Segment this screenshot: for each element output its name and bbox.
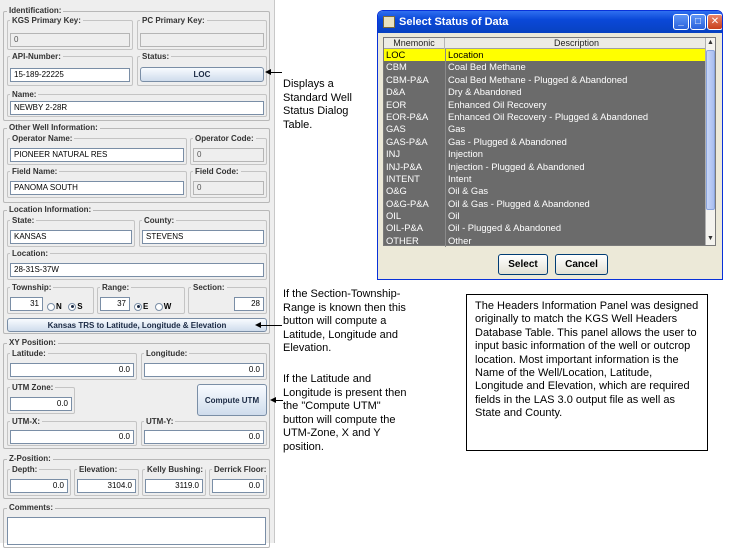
name-box (7, 90, 267, 117)
utm-y-box (141, 417, 267, 446)
longitude-label: Longitude: (146, 349, 188, 358)
row-mnemonic: INJ (386, 148, 401, 160)
operator-code-box (190, 134, 267, 165)
elevation-box (74, 465, 139, 496)
column-mnemonic[interactable]: Mnemonic (384, 38, 445, 49)
column-divider (445, 185, 446, 197)
row-description: Intent (448, 172, 472, 184)
latitude-input[interactable]: 0.0 (10, 363, 134, 377)
depth-box (7, 465, 71, 496)
select-button[interactable]: Select (498, 254, 548, 275)
location-info-group (3, 205, 270, 334)
identification-title: Identification: (9, 6, 62, 15)
derrick-floor-box (209, 465, 267, 496)
row-description: Injection - Plugged & Abandoned (448, 160, 585, 172)
headers-info-panel (0, 0, 275, 543)
range-west-radio[interactable] (155, 303, 163, 311)
table-row[interactable] (384, 61, 707, 73)
table-rows (384, 49, 707, 247)
column-divider (445, 161, 446, 173)
township-north-radio[interactable] (47, 303, 55, 311)
utm-zone-label: UTM Zone: (12, 383, 54, 392)
column-divider (445, 61, 446, 73)
minimize-icon[interactable]: _ (673, 14, 689, 30)
xy-position-group (3, 338, 270, 449)
range-west-label: W (163, 302, 172, 312)
county-label: County: (144, 216, 175, 225)
field-name-box (7, 167, 187, 198)
township-north-label: N (56, 302, 62, 312)
column-divider (445, 49, 446, 61)
township-direction (45, 298, 83, 316)
dialog-titlebar[interactable] (378, 11, 722, 33)
row-mnemonic: CBM-P&A (386, 73, 429, 85)
table-row[interactable] (384, 123, 707, 135)
row-mnemonic: OTHER (386, 234, 419, 246)
utm-y-label: UTM-Y: (146, 417, 174, 426)
township-south-label: S (77, 302, 83, 312)
range-east-radio[interactable] (134, 303, 142, 311)
township-south-radio[interactable] (68, 303, 76, 311)
row-description: Gas - Plugged & Abandoned (448, 135, 567, 147)
row-mnemonic: O&G-P&A (386, 197, 429, 209)
row-description: Enhanced Oil Recovery - Plugged & Abandoned (448, 110, 649, 122)
row-description: Injection (448, 148, 483, 160)
location-label: Location: (12, 249, 48, 258)
column-divider (445, 74, 446, 86)
longitude-input[interactable]: 0.0 (144, 363, 264, 377)
utm-x-box (7, 417, 137, 446)
column-divider (445, 235, 446, 247)
derrick-floor-label: Derrick Floor: (214, 465, 267, 474)
table-row[interactable] (384, 210, 707, 222)
utm-y-input[interactable]: 0.0 (144, 430, 264, 444)
elevation-input[interactable]: 3104.0 (77, 479, 136, 493)
field-name-label: Field Name: (12, 167, 58, 176)
row-mnemonic: EOR-P&A (386, 110, 429, 122)
utm-zone-input[interactable]: 0.0 (10, 397, 72, 411)
info-box: The Headers Information Panel was designed originally to match the KGS Well Headers Database Table. This panel allows the user to input basic information of the well or outcrop location. Most important information is the Name of the Well/Location, Latitude, Longitude and Elevation, which are required fields in the LAS 3.0 output file as well as State and County. (466, 294, 708, 451)
name-input[interactable]: NEWBY 2-28R (10, 101, 264, 115)
table-row[interactable] (384, 222, 707, 234)
row-description: Gas (448, 123, 466, 135)
column-divider (445, 148, 446, 160)
status-label: Status: (142, 52, 170, 61)
section-input[interactable]: 28 (234, 297, 264, 311)
column-divider (445, 210, 446, 222)
operator-name-label: Operator Name: (12, 134, 73, 143)
comments-title: Comments: (9, 503, 54, 512)
operator-code-label: Operator Code: (195, 134, 254, 143)
kgs-key-field: 0 (10, 33, 130, 47)
elevation-label: Elevation: (79, 465, 118, 474)
state-input[interactable]: KANSAS (10, 230, 132, 244)
kgs-key-label: KGS Primary Key: (12, 16, 81, 25)
api-label: API-Number: (12, 52, 61, 61)
operator-code-field: 0 (193, 148, 264, 162)
table-row[interactable] (384, 161, 707, 173)
app-icon (383, 16, 395, 28)
trs-note: If the Section-Township- Range is known then this button will compute a Latitude, Longitude and Elevation. (283, 288, 406, 354)
maximize-icon[interactable]: □ (690, 14, 706, 30)
trs-arrow-line (260, 325, 282, 326)
depth-input[interactable]: 0.0 (10, 479, 68, 493)
z-position-title: Z-Position: (9, 454, 51, 463)
township-box (7, 283, 94, 314)
api-box (7, 52, 133, 86)
range-input[interactable]: 37 (100, 297, 130, 311)
other-well-info-group (3, 123, 270, 203)
operator-name-input[interactable]: PIONEER NATURAL RES (10, 148, 184, 162)
row-mnemonic: INJ-P&A (386, 160, 422, 172)
row-mnemonic: GAS (386, 123, 406, 135)
row-description: Oil & Gas - Plugged & Abandoned (448, 197, 590, 209)
pc-key-box (137, 16, 267, 50)
latitude-box (7, 349, 137, 380)
trs-to-lat-long-button[interactable]: Kansas TRS to Latitude, Longitude & Elevation (7, 318, 267, 332)
row-description: Oil (448, 210, 460, 222)
column-divider (445, 111, 446, 123)
table-row[interactable] (384, 86, 707, 98)
column-divider (445, 222, 446, 234)
row-mnemonic: OIL-P&A (386, 222, 423, 234)
status-arrow-line (270, 72, 282, 73)
latitude-label: Latitude: (12, 349, 46, 358)
county-box (139, 216, 267, 247)
range-east-label: E (143, 302, 149, 312)
column-divider (445, 136, 446, 148)
comments-textarea[interactable] (7, 517, 266, 545)
row-mnemonic: GAS-P&A (386, 135, 428, 147)
other-well-info-title: Other Well Information: (9, 123, 98, 132)
table-row[interactable] (384, 99, 707, 111)
compute-utm-button[interactable]: Compute UTM (197, 384, 267, 416)
row-mnemonic: LOC (386, 49, 406, 60)
status-note: Displays a Standard Well Status Dialog Table. (283, 78, 352, 131)
county-input[interactable]: STEVENS (142, 230, 264, 244)
location-input[interactable]: 28-31S-37W (10, 263, 264, 277)
pc-key-label: PC Primary Key: (142, 16, 205, 25)
status-button[interactable]: LOC (140, 67, 264, 82)
status-box (137, 52, 267, 86)
field-code-box (190, 167, 267, 198)
select-status-dialog (377, 10, 723, 280)
section-label: Section: (193, 283, 225, 292)
township-label: Township: (12, 283, 52, 292)
table-row[interactable] (384, 136, 707, 148)
derrick-floor-input[interactable]: 0.0 (212, 479, 264, 493)
comments-group (3, 503, 270, 548)
column-divider (445, 198, 446, 210)
table-row[interactable] (384, 111, 707, 123)
table-row[interactable] (384, 148, 707, 160)
row-description: Enhanced Oil Recovery (448, 98, 547, 110)
row-description: Coal Bed Methane (448, 61, 526, 73)
status-table (383, 37, 716, 246)
field-code-field: 0 (193, 181, 264, 195)
row-description: Other (448, 234, 472, 246)
kelly-bushing-label: Kelly Bushing: (147, 465, 204, 474)
table-scrollbar[interactable] (705, 38, 715, 245)
township-input[interactable]: 31 (10, 297, 43, 311)
dialog-title: Select Status of Data (399, 16, 509, 28)
utm-x-input[interactable]: 0.0 (10, 430, 134, 444)
table-row[interactable] (384, 173, 707, 185)
range-label: Range: (102, 283, 130, 292)
column-divider (445, 123, 446, 135)
state-box (7, 216, 135, 247)
row-mnemonic: O&G (386, 185, 407, 197)
operator-name-box (7, 134, 187, 165)
range-box (97, 283, 185, 314)
utm-x-label: UTM-X: (12, 417, 40, 426)
pc-key-field (140, 33, 264, 47)
row-description: Oil - Plugged & Abandoned (448, 222, 562, 234)
scroll-down-icon[interactable]: ▼ (707, 235, 714, 242)
column-divider (445, 86, 446, 98)
kgs-key-box (7, 16, 133, 50)
location-box (7, 249, 267, 280)
cancel-button[interactable]: Cancel (555, 254, 608, 275)
xy-position-title: XY Position: (9, 338, 56, 347)
section-box (188, 283, 267, 314)
row-mnemonic: CBM (386, 61, 407, 73)
utm-zone-box (7, 383, 75, 414)
table-row[interactable] (384, 185, 707, 197)
row-mnemonic: D&A (386, 86, 406, 98)
row-mnemonic: EOR (386, 98, 407, 110)
z-position-group (3, 454, 270, 499)
row-description: Oil & Gas (448, 185, 489, 197)
utm-note: If the Latitude and Longitude is present then the "Compute UTM" button will compute the UTM-Zone, X and Y position. (283, 373, 407, 453)
field-name-input[interactable]: PANOMA SOUTH (10, 181, 184, 195)
column-description[interactable]: Description (553, 38, 600, 48)
identification-group (3, 6, 270, 121)
row-mnemonic: OIL (386, 210, 402, 222)
location-info-title: Location Information: (9, 205, 92, 214)
row-description: Coal Bed Methane - Plugged & Abandoned (448, 73, 628, 85)
kelly-bushing-box (142, 465, 206, 496)
range-direction (132, 298, 171, 316)
scroll-thumb[interactable] (706, 50, 715, 210)
row-description: Location (448, 49, 484, 60)
row-mnemonic: INTENT (386, 172, 420, 184)
kelly-bushing-input[interactable]: 3119.0 (145, 479, 203, 493)
depth-label: Depth: (12, 465, 38, 474)
column-divider (445, 99, 446, 111)
row-description: Dry & Abandoned (448, 86, 522, 98)
utm-arrow-line (275, 400, 283, 401)
table-header (384, 38, 707, 49)
column-divider (445, 173, 446, 185)
close-icon[interactable]: ✕ (707, 14, 723, 30)
table-row[interactable] (384, 235, 707, 247)
name-label: Name: (12, 90, 37, 99)
field-code-label: Field Code: (195, 167, 239, 176)
table-row[interactable] (384, 49, 707, 61)
table-row[interactable] (384, 74, 707, 86)
api-number-input[interactable]: 15-189-22225 (10, 68, 130, 82)
longitude-box (141, 349, 267, 380)
state-label: State: (12, 216, 35, 225)
table-row[interactable] (384, 198, 707, 210)
scroll-up-icon[interactable]: ▲ (707, 39, 714, 46)
